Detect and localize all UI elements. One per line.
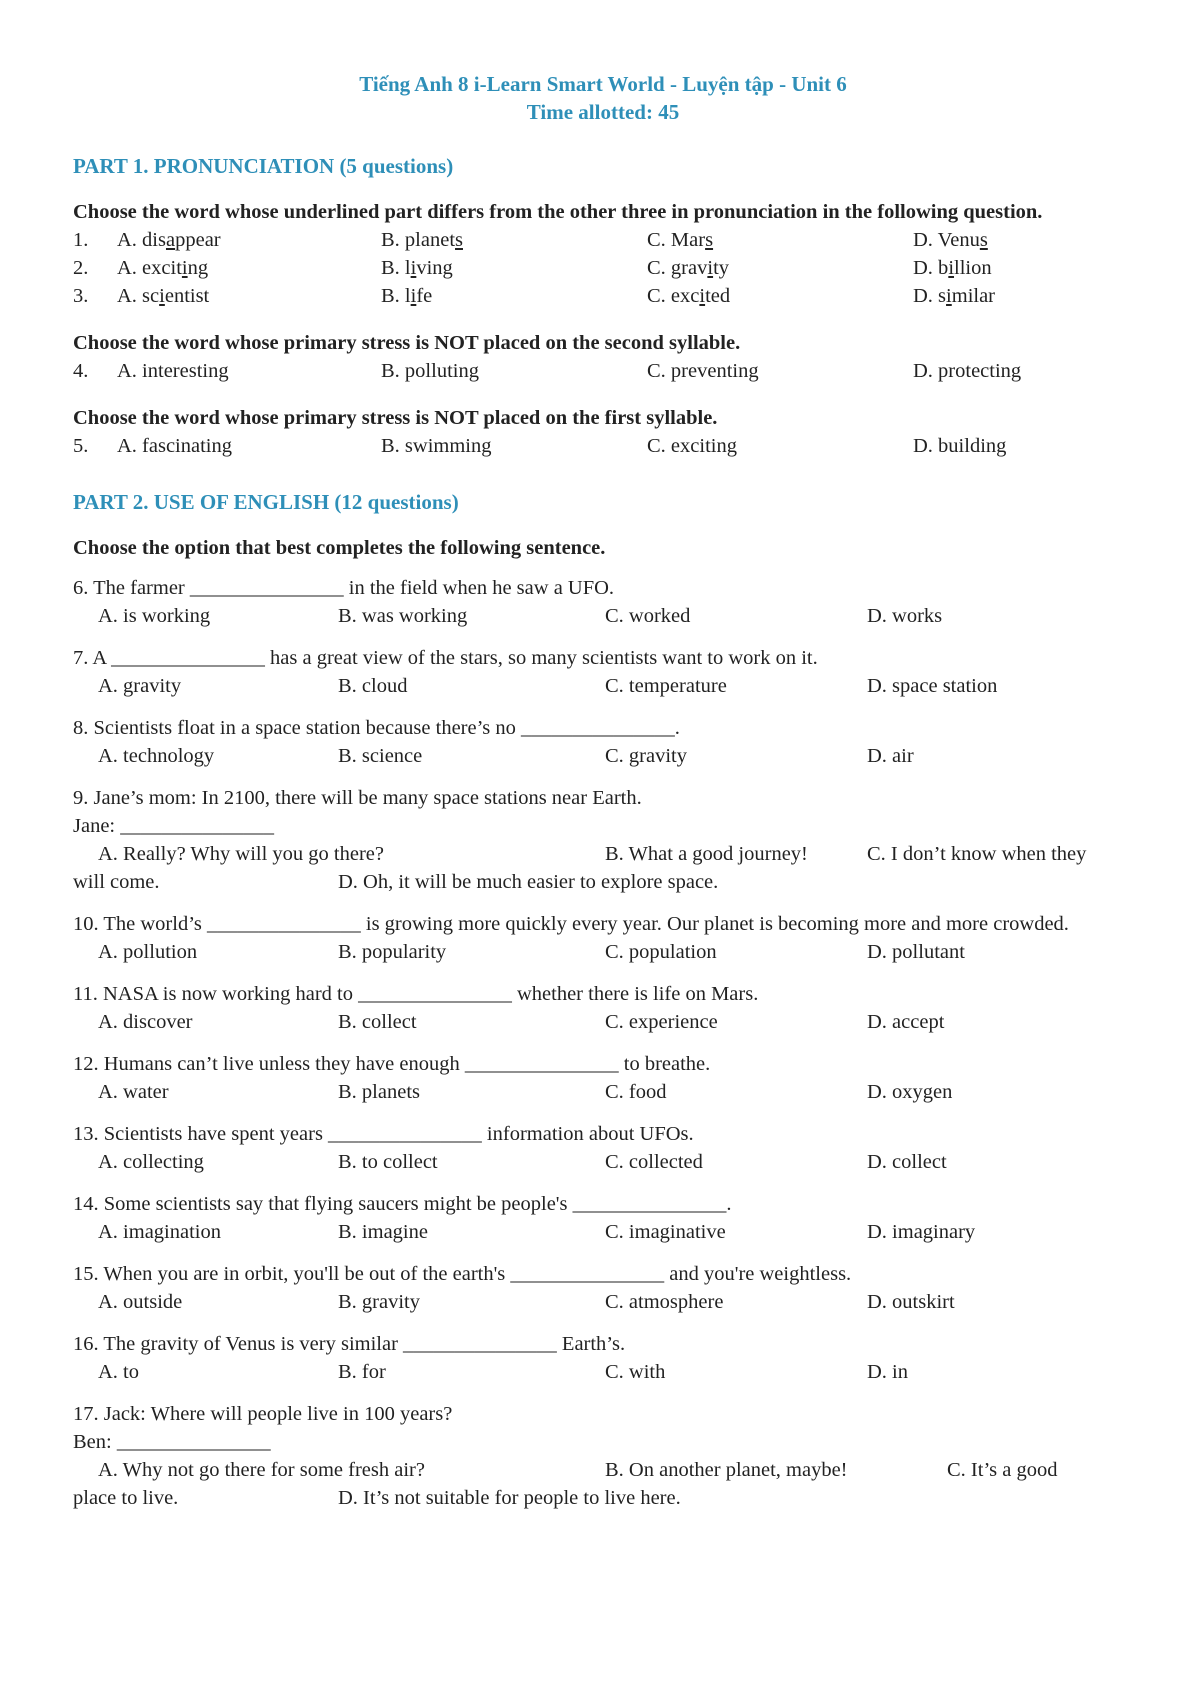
part2-instruction: Choose the option that best completes the following sentence. (73, 537, 606, 559)
option-c: C. collected (605, 1151, 703, 1173)
question-stem: 15. When you are in orbit, you'll be out of the earth's _______________ and you're weightless. (73, 1263, 852, 1285)
option-b: B. was working (338, 605, 468, 627)
part1-instruction-3: Choose the word whose primary stress is NOT placed on the first syllable. (73, 407, 718, 429)
underlined-letter: i (159, 285, 165, 307)
option-d: D. pollutant (867, 941, 965, 963)
option-a: A. outside (98, 1291, 183, 1313)
underlined-letter: i (699, 285, 706, 307)
question-stem: 8. Scientists float in a space station because there’s no _______________. (73, 717, 680, 739)
underlined-letter: a (165, 229, 176, 251)
part1-instruction-2: Choose the word whose primary stress is NOT placed on the second syllable. (73, 332, 741, 354)
question-15 (73, 1260, 1133, 1316)
option-c: C. gravity (605, 745, 687, 767)
underlined-letter: i (707, 257, 714, 279)
question-stem: 9. Jane’s mom: In 2100, there will be many space stations near Earth. (73, 787, 642, 809)
option-c: C. worked (605, 605, 691, 627)
question-number: 4. (73, 360, 89, 382)
option-c: C. food (605, 1081, 667, 1103)
part2-heading: PART 2. USE OF ENGLISH (12 questions) (73, 490, 459, 514)
underlined-letter: i (410, 257, 417, 279)
option-b: B. for (338, 1361, 386, 1383)
option-d: D. imaginary (867, 1221, 976, 1243)
option-c: C. It’s a good (947, 1459, 1058, 1481)
option-c: C. experience (605, 1011, 718, 1033)
option-a: A. water (98, 1081, 169, 1103)
option-b: B. imagine (338, 1221, 428, 1243)
underlined-letter: i (410, 285, 417, 307)
option-a: A. technology (98, 745, 215, 767)
question-stem: 11. NASA is now working hard to _______________ whether there is life on Mars. (73, 983, 759, 1005)
time-allotted: Time allotted: 45 (526, 100, 680, 124)
question-8 (73, 714, 1133, 770)
underlined-letter: s (705, 229, 714, 251)
option-c: C. excited (647, 285, 731, 307)
question-row (73, 357, 1133, 385)
response-line: Ben: _______________ (73, 1431, 271, 1453)
option-c: C. Mars (647, 229, 714, 251)
question-row (73, 254, 1133, 282)
option-c: C. preventing (647, 360, 759, 382)
option-b: B. science (338, 745, 423, 767)
question-stem: 16. The gravity of Venus is very similar _______________ Earth’s. (73, 1333, 626, 1355)
question-11 (73, 980, 1133, 1036)
underlined-letter: i (946, 285, 952, 307)
option-b: B. On another planet, maybe! (605, 1459, 848, 1481)
underlined-letter: s (979, 229, 988, 251)
option-c: C. temperature (605, 675, 727, 697)
question-7 (73, 644, 1133, 700)
worksheet-page (73, 70, 1133, 1512)
option-a: A. imagination (98, 1221, 221, 1243)
question-stem: 6. The farmer _______________ in the field when he saw a UFO. (73, 577, 615, 599)
option-d: D. in (867, 1361, 908, 1383)
question-number: 1. (73, 229, 89, 251)
option-a: A. collecting (98, 1151, 204, 1173)
option-d: D. It’s not suitable for people to live here. (338, 1487, 681, 1509)
option-c: C. exciting (647, 435, 737, 457)
question-stem: 12. Humans can’t live unless they have enough _______________ to breathe. (73, 1053, 711, 1075)
question-10 (73, 910, 1133, 966)
option-d: D. similar (913, 285, 996, 307)
option-c: C. population (605, 941, 717, 963)
option-b: B. collect (338, 1011, 417, 1033)
option-d: D. Venus (913, 229, 988, 251)
option-d: D. protecting (913, 360, 1022, 382)
question-number: 3. (73, 285, 89, 307)
option-c: C. with (605, 1361, 666, 1383)
option-a: A. is working (98, 605, 211, 627)
question-stem: 14. Some scientists say that flying saucers might be people's _______________. (73, 1193, 732, 1215)
question-row (73, 226, 1133, 254)
option-b: B. planets (381, 229, 463, 251)
document-title: Tiếng Anh 8 i-Learn Smart World - Luyện tập - Unit 6 (359, 72, 847, 96)
option-b: B. planets (338, 1081, 420, 1103)
option-c: C. I don’t know when they (867, 843, 1087, 865)
question-row (73, 432, 1133, 460)
option-a: A. to (98, 1361, 139, 1383)
option-b: B. What a good journey! (605, 843, 808, 865)
option-d: D. billion (913, 257, 992, 279)
option-b: B. popularity (338, 941, 447, 963)
question-row (73, 282, 1133, 310)
option-c: C. atmosphere (605, 1291, 724, 1313)
option-c-continued: place to live. (73, 1487, 179, 1509)
option-d: D. outskirt (867, 1291, 955, 1313)
question-stem: 17. Jack: Where will people live in 100 years? (73, 1403, 453, 1425)
part1-heading: PART 1. PRONUNCIATION (5 questions) (73, 154, 454, 178)
option-a: A. Really? Why will you go there? (98, 843, 384, 865)
option-b: B. swimming (381, 435, 492, 457)
option-d: D. works (867, 605, 943, 627)
response-line: Jane: _______________ (73, 815, 274, 837)
question-9 (73, 784, 1133, 896)
option-c-continued: will come. (73, 871, 160, 893)
option-a: A. pollution (98, 941, 198, 963)
part1-instruction-1: Choose the word whose underlined part differs from the other three in pronunciation in the following question. (73, 201, 1043, 223)
question-13 (73, 1120, 1133, 1176)
underlined-letter: s (455, 229, 463, 251)
option-c: C. imaginative (605, 1221, 726, 1243)
question-6 (73, 574, 1133, 630)
option-d: D. space station (867, 675, 998, 697)
question-17 (73, 1400, 1133, 1512)
option-b: B. living (381, 257, 453, 279)
option-d: D. building (913, 435, 1007, 457)
option-b: B. cloud (338, 675, 408, 697)
underlined-letter: i (181, 257, 188, 279)
question-14 (73, 1190, 1133, 1246)
option-d: D. accept (867, 1011, 945, 1033)
option-b: B. life (381, 285, 433, 307)
option-a: A. disappear (117, 229, 221, 251)
option-a: A. fascinating (117, 435, 232, 457)
underlined-letter: i (948, 257, 955, 279)
option-d: D. oxygen (867, 1081, 953, 1103)
option-a: A. scientist (117, 285, 210, 307)
question-stem: 10. The world’s _______________ is growing more quickly every year. Our planet is becoming more and more crowded. (73, 913, 1069, 935)
option-b: B. gravity (338, 1291, 420, 1313)
question-16 (73, 1330, 1133, 1386)
question-number: 2. (73, 257, 89, 279)
option-a: A. discover (98, 1011, 193, 1033)
option-a: A. interesting (117, 360, 229, 382)
question-12 (73, 1050, 1133, 1106)
option-a: A. Why not go there for some fresh air? (98, 1459, 425, 1481)
question-number: 5. (73, 435, 89, 457)
option-a: A. gravity (98, 675, 182, 697)
option-a: A. exciting (117, 257, 209, 279)
option-d: D. collect (867, 1151, 947, 1173)
option-c: C. gravity (647, 257, 730, 279)
option-b: B. to collect (338, 1151, 438, 1173)
question-stem: 7. A _______________ has a great view of the stars, so many scientists want to work on it. (73, 647, 818, 669)
question-stem: 13. Scientists have spent years _______________ information about UFOs. (73, 1123, 694, 1145)
option-d: D. air (867, 745, 914, 767)
option-d: D. Oh, it will be much easier to explore space. (338, 871, 719, 893)
option-b: B. polluting (381, 360, 479, 382)
